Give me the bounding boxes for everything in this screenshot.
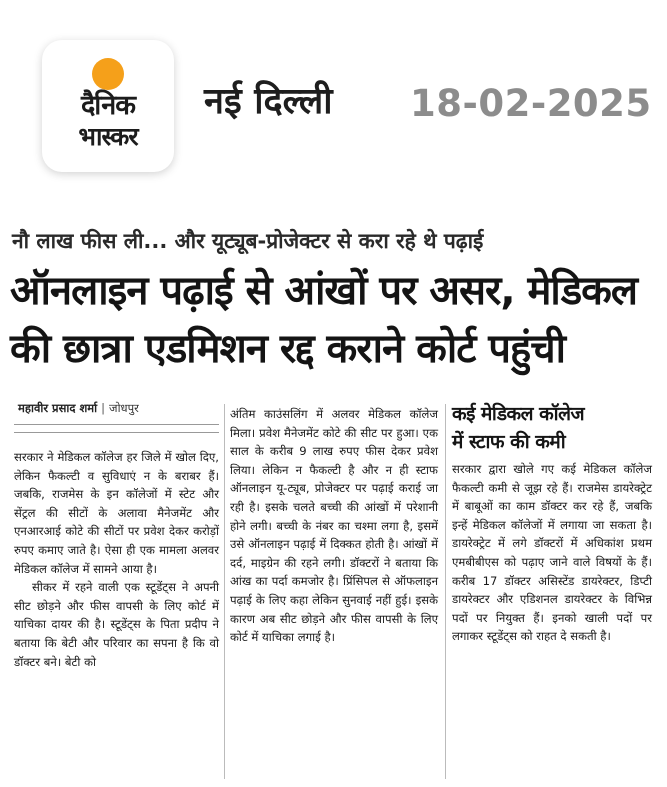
page-header [0, 0, 667, 200]
sidebar-heading [452, 400, 657, 456]
byline-rule-top [14, 424, 219, 425]
headline-line-1: ऑनलाइन पढ़ाई से आंखों पर असर, मेडिकल [10, 268, 637, 314]
sun-icon [92, 58, 124, 90]
sidebar-column [452, 460, 652, 646]
sidebar-heading-line-2: में स्टाफ की कमी [452, 431, 566, 453]
article-column-2 [230, 405, 438, 647]
article-column-1 [14, 448, 219, 671]
byline-rule-bottom [14, 432, 219, 433]
column-2-paragraph: अंतिम काउंसलिंग में अलवर मेडिकल कॉलेज मिला। प्रवेश मैनेजमेंट कोटे की सीट पर हुआ। एक साल के करीब 9 लाख रुपए फीस देकर प्रवेश लिया। लेकिन न फैकल्टी है और न ही स्टाफ ऑनलाइन यू-ट्यूब, प्रोजेक्टर पर पढ़ाई कराई जा रही है। इसके चलते बच्ची की आंखों में परेशानी होने लगी। बच्ची के नंबर का चश्मा लगा है, इसमें उसे ऑनलाइन पढ़ाई में दिक्कत होती है। आंखों में दर्द, माइग्रेन की रहने लगी। डॉक्टरों ने बताया कि आंख का पर्दा कमजोर है। प्रिंसिपल से ऑफलाइन पढ़ाई के लिए कहा लेकिन सुनवाई नहीं हुई। इसके कारण अब सीट छोड़ने और फीस वापसी के लिए कोर्ट में याचिका लगाई है। [230, 407, 438, 645]
byline-location: जोधपुर [109, 401, 139, 415]
article-kicker: नौ लाख फीस ली... और यूट्यूब-प्रोजेक्टर से करा रहे थे पढ़ाई [12, 229, 484, 253]
byline [18, 400, 228, 416]
column-divider-2 [445, 404, 446, 779]
sidebar-heading-line-1: कई मेडिकल कॉलेज [452, 403, 585, 425]
byline-author: महावीर प्रसाद शर्मा [18, 401, 98, 415]
sidebar-paragraph: सरकार द्वारा खोले गए कई मेडिकल कॉलेज फैकल्टी कमी से जूझ रहे हैं। राजमेस डायरेक्ट्रेट में बाबूओं का काम डॉक्टर कर रहे हैं, जबकि इन्हें मेडिकल कॉलेजों में लगाया जा सकता है। डायरेक्ट्रेट में लगे डॉक्टरों में अधिकांश प्रथम एमबीबीएस को पढ़ाए जाने वाले विषयों के हैं। करीब 17 डॉक्टर असिस्टेंड डायरेक्टर, डिप्टी डायरेक्टर और एडिशनल डायरेक्टर के विभिन्न पदों पर नियुक्त हैं। इनको खाली पदों पर लगाकर स्टूडेंट्स को राहत दे सकती है। [452, 462, 652, 644]
byline-separator: | [101, 401, 106, 415]
article-headline [10, 262, 660, 378]
column-divider-1 [224, 404, 225, 779]
column-1-paragraph-2: सीकर में रहने वाली एक स्टूडेंट्स ने अपनी सीट छोड़ने और फीस वापसी के लिए कोर्ट में याचिका दायर की है। स्टूडेंट्स के पिता प्रदीप ने बताया कि बेटी और परिवार का सपना है कि वो डॉक्टर बने। बेटी को [14, 580, 219, 669]
edition-city: नई दिल्ली [204, 81, 333, 122]
headline-line-2: की छात्रा एडमिशन रद्द कराने कोर्ट पहुंची [10, 326, 565, 372]
edition-date: 18-02-2025 [410, 82, 652, 125]
logo-text-line2: भास्कर [78, 122, 138, 151]
logo-text-line1: दैनिक [80, 90, 136, 121]
column-1-paragraph-1: सरकार ने मेडिकल कॉलेज हर जिले में खोल दिए, लेकिन फैकल्टी व सुविधाएं न के बराबर हैं। जबकि, राजमेस के इन कॉलेजों में स्टेट और सेंट्रल की सीटों के अलावा मैनेजमेंट और एनआरआई कोटे की सीटों पर प्रवेश देकर करोड़ों रुपए कमाए जाते है। ऐसा ही एक मामला अलवर मेडिकल कॉलेज में सामने आया है। [14, 450, 219, 576]
dainik-bhaskar-logo [42, 40, 174, 172]
